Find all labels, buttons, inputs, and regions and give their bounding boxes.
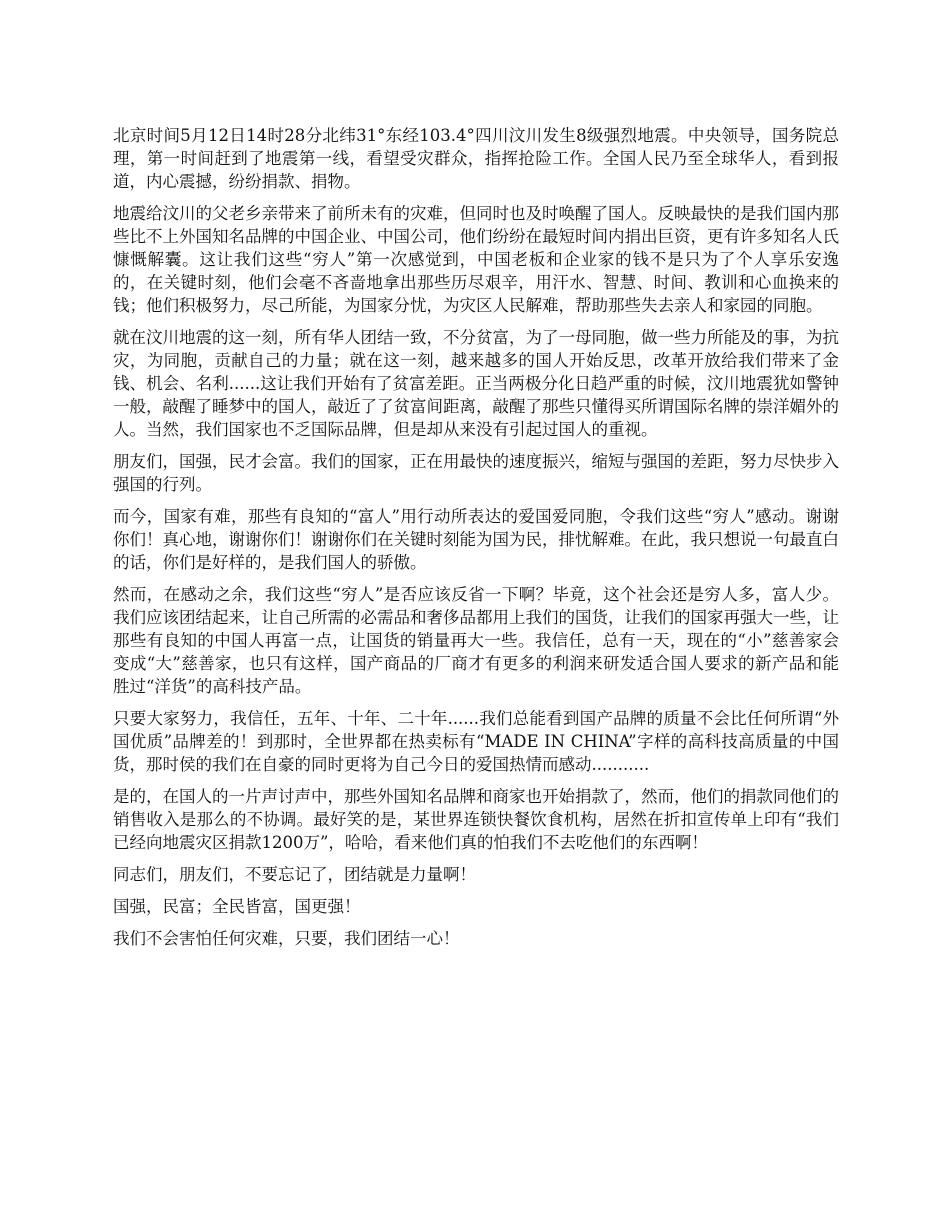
paragraph: 我们不会害怕任何灾难，只要，我们团结一心！ [113, 929, 460, 948]
paragraph: 就在汶川地震的这一刻，所有华人团结一致，不分贫富，为了一母同胞，做一些力所能及的事，为抗灾，为同胞，贡献自己的力量；就在这一刻，越来越多的国人开始反思，改革开放给我们带来了金钱、机会、名利......这让我们开始有了贫富差距。正当两极分化日趋严重的时候，汶川地震犹如警钟一般，敲醒了睡梦中的国人，敲近了了贫富间距离，敲醒了那些只懂得买所谓国际名牌的崇洋媚外的人。当然，我们国家也不乏国际品牌，但是却从来没有引起过国人的重视。 [113, 328, 839, 439]
paragraph: 只要大家努力，我信任，五年、十年、二十年......我们总能看到国产品牌的质量不会比任何所谓“外国优质”品牌差的！到那时，全世界都在热卖标有“MADE IN CHINA”字样的高科技高质量的中国货，那时侯的我们在自豪的同时更将为自己今日的爱国热情而感动........... [113, 709, 839, 774]
paragraph: 北京时间5月12日14时28分北纬31°东经103.4°四川汶川发生8级强烈地震。中央领导，国务院总理，第一时间赶到了地震第一线，看望受灾群众，指挥抢险工作。全国人民乃至全球华人，看到报道，内心震撼，纷纷捐款、捐物。 [113, 126, 839, 191]
paragraph: 是的，在国人的一片声讨声中，那些外国知名品牌和商家也开始捐款了，然而，他们的捐款同他们的销售收入是那么的不协调。最好笑的是，某世界连锁快餐饮食机构，居然在折扣宣传单上印有“我们已经向地震灾区捐款1200万”，哈哈，看来他们真的怕我们不去吃他们的东西啊！ [113, 787, 839, 852]
paragraph: 国强，民富；全民皆富，国更强！ [113, 897, 361, 916]
document-body [113, 124, 839, 959]
paragraph: 而今，国家有难，那些有良知的“富人”用行动所表达的爱国爱同胞，令我们这些“穷人”感动。谢谢你们！真心地，谢谢你们！谢谢你们在关键时刻能为国为民，排忧解难。在此，我只想说一句最直白的话，你们是好样的，是我们国人的骄傲。 [113, 507, 839, 572]
paragraph: 地震给汶川的父老乡亲带来了前所未有的灾难，但同时也及时唤醒了国人。反映最快的是我们国内那些比不上外国知名品牌的中国企业、中国公司，他们纷纷在最短时间内捐出巨资，更有许多知名人氏慷慨解囊。这让我们这些“穷人”第一次感觉到，中国老板和企业家的钱不是只为了个人享乐安逸的，在关键时刻，他们会毫不吝啬地拿出那些历尽艰辛，用汗水、智慧、时间、教训和心血换来的钱；他们积极努力，尽己所能，为国家分忧，为灾区人民解难，帮助那些失去亲人和家园的同胞。 [113, 204, 839, 315]
paragraph: 朋友们，国强，民才会富。我们的国家，正在用最快的速度振兴，缩短与强国的差距，努力尽快步入强国的行列。 [113, 452, 839, 494]
paragraph: 同志们，朋友们，不要忘记了，团结就是力量啊！ [113, 865, 476, 884]
paragraph: 然而，在感动之余，我们这些“穷人”是否应该反省一下啊？毕竟，这个社会还是穷人多，富人少。我们应该团结起来，让自己所需的必需品和奢侈品都用上我们的国货，让我们的国家再强大一些，让那些有良知的中国人再富一点，让国货的销量再大一些。我信任，总有一天，现在的“小”慈善家会变成“大”慈善家，也只有这样，国产商品的厂商才有更多的利润来研发适合国人要求的新产品和能胜过“洋货”的高科技产品。 [113, 585, 839, 696]
